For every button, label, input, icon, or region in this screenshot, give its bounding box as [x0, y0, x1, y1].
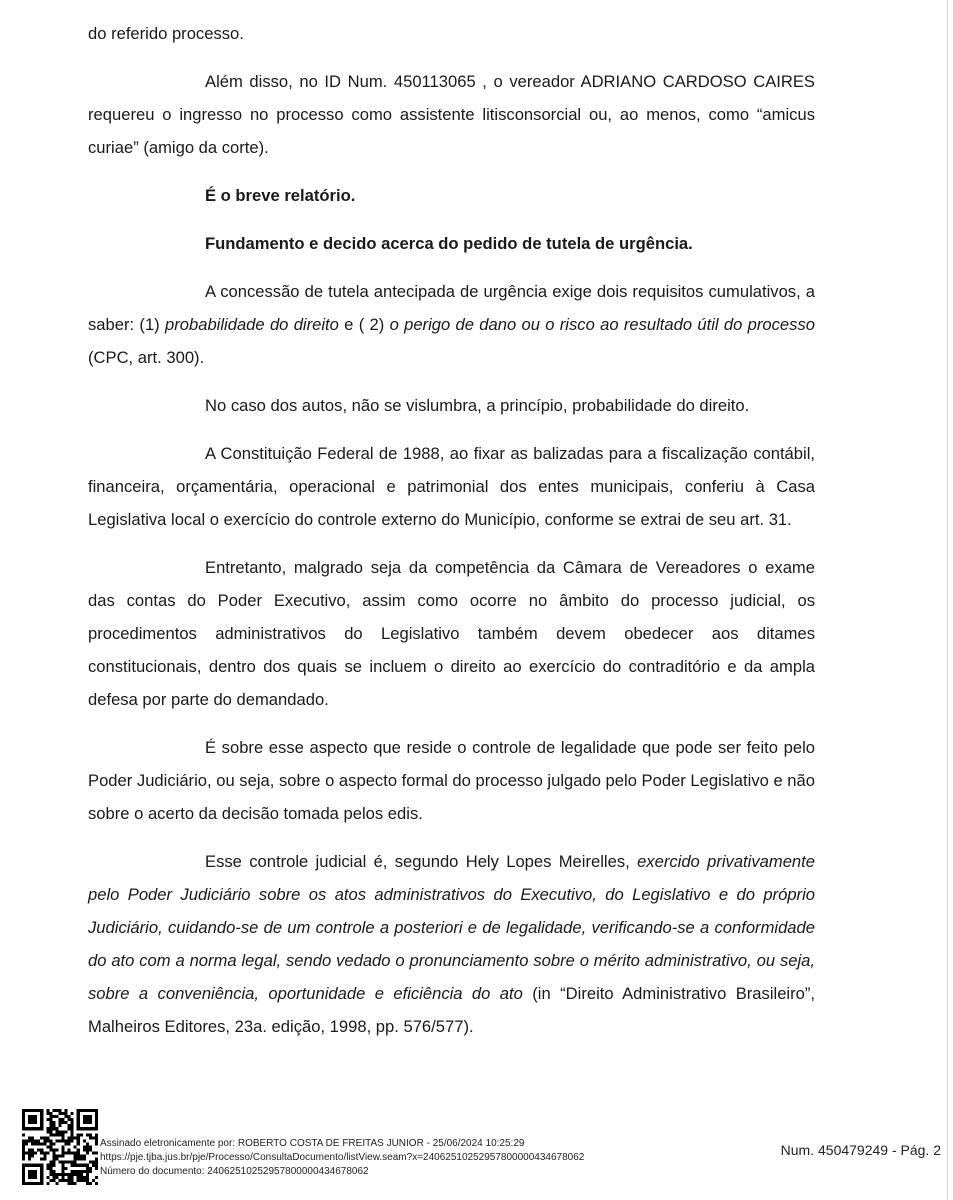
signature-block	[100, 1137, 584, 1179]
page-number: Num. 450479249 - Pág. 2	[780, 1142, 941, 1158]
section-heading: Fundamento e decido acerca do pedido de tutela de urgência.	[205, 234, 693, 253]
signature-footer	[0, 1104, 953, 1200]
text-run: (CPC, art. 300).	[88, 348, 205, 367]
paragraph: É sobre esse aspecto que reside o controle de legalidade que pode ser feito pelo Poder Judiciário, ou seja, sobre o aspecto formal do processo julgado pelo Poder Legislativo e não sobre o acerto da decisão tomada pelos edis.	[88, 738, 815, 823]
text-run: (in “Direito Administrativo Brasileiro”, Malheiros Editores, 23a. edição, 1998, pp. 576/577).	[88, 984, 816, 1036]
verification-url[interactable]: https://pje.tjba.jus.br/pje/Processo/ConsultaDocumento/listView.seam?x=24062510252957800000434678062	[100, 1152, 585, 1163]
signed-by-line: Assinado eletronicamente por: ROBERTO COSTA DE FREITAS JUNIOR - 25/06/2024 10:25:29	[100, 1138, 525, 1149]
text-run: A concessão de tutela antecipada de urgência exige dois requisitos cumulativos, a saber: (1)	[88, 282, 815, 334]
text-run: e ( 2)	[338, 315, 390, 334]
italic-quote: exercido privativamente pelo Poder Judiciário sobre os atos administrativos do Executivo, do Legislativo e do próprio Judiciário, cuidando-se de um controle a posteriori e de legalidade, verificando-se a conformidade do ato com a norma legal, sendo vedado o pronunciamento sobre o mérito administrativo, ou seja, sobre a conveniência, oportunidade e eficiência do ato	[88, 852, 816, 1003]
document-body	[88, 17, 815, 1043]
paragraph: No caso dos autos, não se vislumbra, a princípio, probabilidade do direito.	[205, 396, 750, 415]
italic-text: o perigo de dano ou o risco ao resultado útil do processo	[389, 315, 815, 334]
section-heading: É o breve relatório.	[205, 186, 356, 205]
text-run: Esse controle judicial é, segundo Hely Lopes Meirelles,	[205, 852, 638, 871]
paragraph: A Constituição Federal de 1988, ao fixar as balizadas para a fiscalização contábil, financeira, orçamentária, operacional e patrimonial dos entes municipais, conferiu à Casa Legislativa local o exercício do controle externo do Município, conforme se extrai de seu art. 31.	[88, 444, 815, 529]
paragraph	[88, 275, 815, 374]
paragraph	[88, 845, 815, 1043]
qr-code-icon	[22, 1109, 98, 1185]
document-number: Número do documento: 24062510252957800000434678062	[100, 1166, 369, 1177]
paragraph: Além disso, no ID Num. 450113065 , o vereador ADRIANO CARDOSO CAIRES requereu o ingresso no processo como assistente litisconsorcial ou, ao menos, como “amicus curiae” (amigo da corte).	[88, 72, 815, 157]
paragraph: Entretanto, malgrado seja da competência da Câmara de Vereadores o exame das contas do Poder Executivo, assim como ocorre no âmbito do processo judicial, os procedimentos administrativos do Legislativo também devem obedecer aos ditames constitucionais, dentro dos quais se incluem o direito ao exercício do contraditório e da ampla defesa por parte do demandado.	[88, 558, 815, 709]
paragraph: do referido processo.	[88, 24, 244, 43]
italic-text: probabilidade do direito	[165, 315, 339, 334]
